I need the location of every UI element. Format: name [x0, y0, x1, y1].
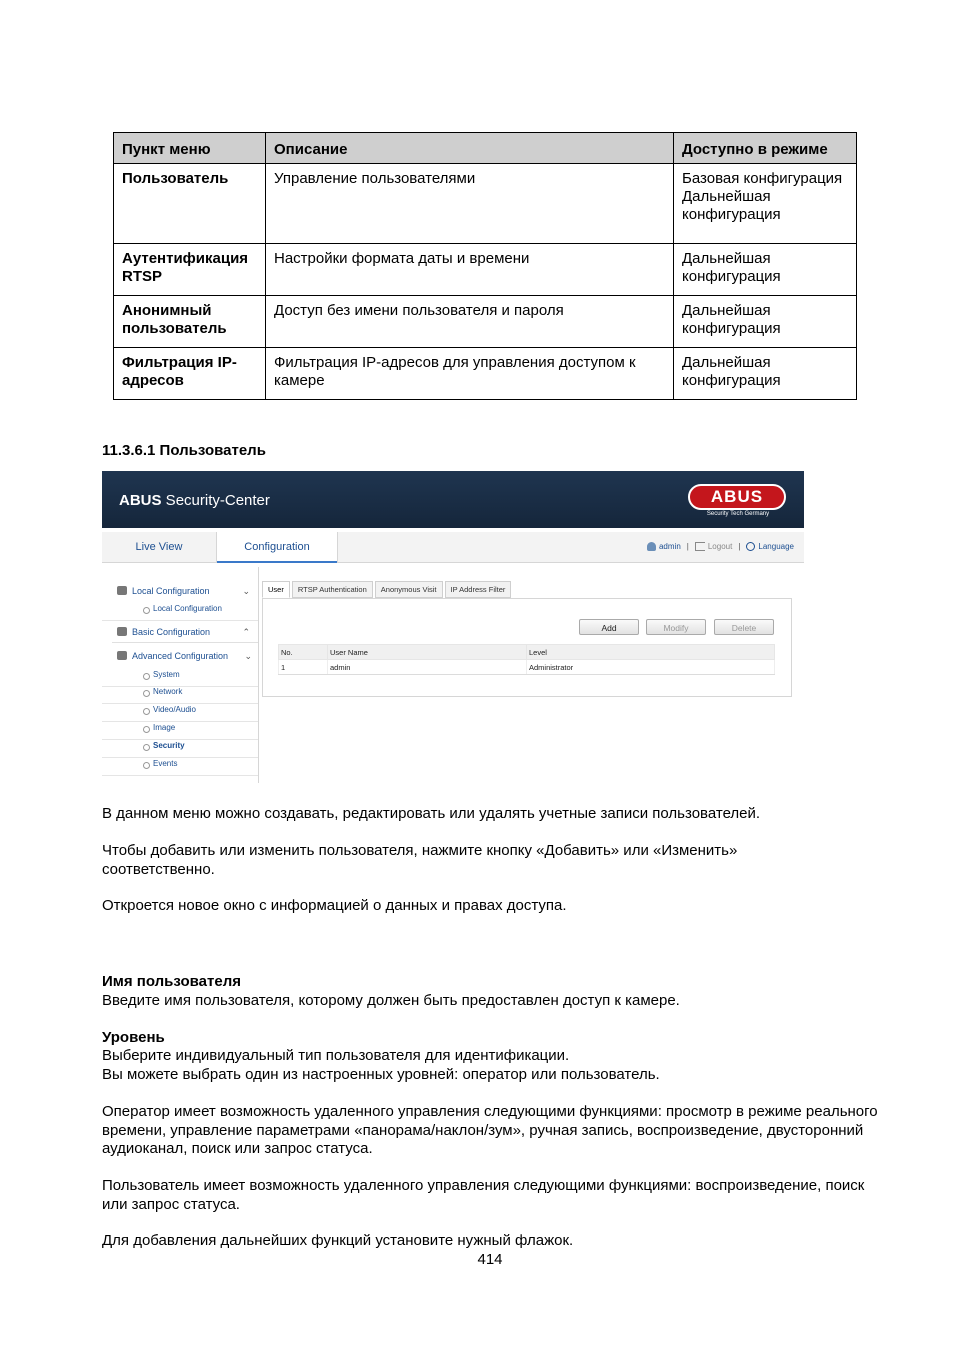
- user-name: admin: [658, 542, 681, 551]
- security-tabs: [262, 581, 513, 597]
- sidebar-subitem-local-configuration[interactable]: [102, 603, 258, 621]
- sidebar-sublabel: Events: [153, 759, 178, 768]
- table-cell-item: Аутентификация RTSP: [114, 244, 266, 296]
- bullet-icon: [143, 607, 150, 614]
- bullet-icon: [143, 708, 150, 715]
- sidebar-sublabel: Local Configuration: [153, 604, 222, 613]
- page-number: 414: [477, 1251, 503, 1268]
- tab-ip-address-filter[interactable]: IP Address Filter: [445, 581, 512, 598]
- logout-link[interactable]: [695, 532, 732, 562]
- logout-icon: [695, 542, 705, 551]
- separator: |: [686, 542, 689, 551]
- sidebar-sublabel: Security: [153, 741, 185, 750]
- table-cell-description: Доступ без имени пользователя и пароля: [266, 296, 674, 348]
- table-header-mode: Доступно в режиме: [674, 133, 857, 164]
- delete-button[interactable]: Delete: [714, 619, 774, 635]
- column-header-username: User Name: [328, 645, 527, 660]
- sidebar-item-network[interactable]: [102, 686, 258, 704]
- app-header: [102, 471, 804, 528]
- ui-screenshot: [102, 471, 804, 783]
- brand-rest: Security-Center: [161, 492, 270, 509]
- cell-no: 1: [279, 660, 328, 675]
- paragraph-operator: Оператор имеет возможность удаленного управления следующими функциями: просмотр в режиме реального времени, управление параметрами «панорама/наклон/зум», ручная запись, воспроизведение, двусторонний аудиоканал, поиск или запрос статуса.: [102, 1103, 878, 1157]
- bullet-icon: [143, 690, 150, 697]
- tab-live-view[interactable]: Live View: [135, 541, 183, 553]
- paragraph-checkbox: Для добавления дальнейших функций установите нужный флажок.: [102, 1232, 574, 1249]
- paragraph-level-1: Выберите индивидуальный тип пользователя для идентификации.: [102, 1047, 570, 1064]
- abus-logo: ABUS: [688, 484, 786, 510]
- user-icon: [647, 542, 656, 551]
- column-header-level: Level: [527, 645, 775, 660]
- table-row: [114, 348, 857, 400]
- table-cell-item: Фильтрация IP-адресов: [114, 348, 266, 400]
- table-cell-description: Настройки формата даты и времени: [266, 244, 674, 296]
- heading-level: Уровень: [102, 1029, 165, 1046]
- tab-configuration[interactable]: Configuration: [216, 532, 338, 562]
- language-link[interactable]: [746, 532, 794, 562]
- paragraph-level-2: Вы можете выбрать один из настроенных уровней: оператор или пользователь.: [102, 1066, 660, 1083]
- table-cell-item: Анонимный пользователь: [114, 296, 266, 348]
- top-navbar: [102, 532, 804, 563]
- user-table: [278, 644, 775, 675]
- user-link[interactable]: [647, 532, 681, 562]
- table-cell-mode: Базовая конфигурация Дальнейшая конфигурация: [674, 164, 857, 244]
- bullet-icon: [143, 726, 150, 733]
- user-table-header: [279, 645, 775, 660]
- table-row: [114, 244, 857, 296]
- globe-icon: [746, 542, 755, 551]
- tab-rtsp-authentication[interactable]: RTSP Authentication: [292, 581, 373, 598]
- logo-subtitle: Security Tech Germany: [706, 511, 770, 517]
- menu-table: [113, 132, 857, 400]
- table-row: [114, 164, 857, 244]
- table-cell-mode: Дальнейшая конфигурация: [674, 348, 857, 400]
- sidebar-item-image[interactable]: [102, 722, 258, 740]
- column-header-no: No.: [279, 645, 328, 660]
- sidebar-label: Basic Configuration: [132, 627, 211, 637]
- brand-bold: ABUS: [119, 492, 162, 509]
- table-header-description: Описание: [266, 133, 674, 164]
- app-title: [119, 492, 270, 509]
- table-cell-description: Фильтрация IP-адресов для управления доступом к камере: [266, 348, 674, 400]
- sidebar-item-video-audio[interactable]: [102, 704, 258, 722]
- divider: [112, 642, 258, 643]
- modify-button[interactable]: Modify: [646, 619, 706, 635]
- sidebar-item-events[interactable]: [102, 758, 258, 776]
- paragraph-intro: В данном меню можно создавать, редактировать или удалять учетные записи пользователей.: [102, 805, 761, 822]
- section-heading: 11.3.6.1 Пользователь: [102, 442, 266, 459]
- paragraph-username: Введите имя пользователя, которому должен быть предоставлен доступ к камере.: [102, 992, 680, 1009]
- user-panel: [262, 598, 792, 697]
- monitor-icon: [117, 586, 127, 595]
- sidebar-sublabel: Video/Audio: [153, 705, 196, 714]
- table-cell-mode: Дальнейшая конфигурация: [674, 296, 857, 348]
- sidebar-item-security[interactable]: [102, 740, 258, 758]
- tab-anonymous-visit[interactable]: Anonymous Visit: [375, 581, 443, 598]
- sidebar-sublabel: System: [153, 670, 180, 679]
- table-cell-item: Пользователь: [114, 164, 266, 244]
- table-header-row: [114, 133, 857, 164]
- cell-level: Administrator: [527, 660, 775, 675]
- chevron-down-icon: ⌄: [244, 651, 252, 661]
- sidebar-sublabel: Image: [153, 723, 176, 732]
- sidebar-sublabel: Network: [153, 687, 183, 696]
- add-button[interactable]: Add: [579, 619, 639, 635]
- sidebar: [102, 567, 259, 783]
- paragraph-user: Пользователь имеет возможность удаленного управления следующими функциями: воспроизведение, поиск или запрос статуса.: [102, 1177, 865, 1213]
- bullet-icon: [143, 744, 150, 751]
- cell-username: admin: [328, 660, 527, 675]
- nav-right: [647, 532, 794, 562]
- heading-username: Имя пользователя: [102, 973, 241, 990]
- table-row: [114, 296, 857, 348]
- language-label: Language: [758, 542, 794, 551]
- bullet-icon: [143, 762, 150, 769]
- chevron-up-icon: ⌃: [242, 627, 250, 637]
- bullet-icon: [143, 673, 150, 680]
- tab-user[interactable]: User: [262, 581, 290, 598]
- sidebar-label: Advanced Configuration: [132, 651, 229, 661]
- sidebar-item-system[interactable]: [102, 669, 258, 687]
- wrench-icon: [117, 651, 127, 660]
- paragraph-new-window: Откроется новое окно с информацией о данных и правах доступа.: [102, 897, 567, 914]
- logout-label: Logout: [707, 542, 733, 551]
- table-header-item: Пункт меню: [114, 133, 266, 164]
- table-cell-description: Управление пользователями: [266, 164, 674, 244]
- sidebar-label: Local Configuration: [132, 586, 210, 596]
- chevron-down-icon: ⌄: [242, 586, 250, 596]
- separator: |: [738, 542, 741, 551]
- table-cell-mode: Дальнейшая конфигурация: [674, 244, 857, 296]
- table-row[interactable]: [279, 660, 775, 675]
- paragraph-add-modify: Чтобы добавить или изменить пользователя, нажмите кнопку «Добавить» или «Изменить» соответственно.: [102, 842, 738, 878]
- settings-icon: [117, 627, 127, 636]
